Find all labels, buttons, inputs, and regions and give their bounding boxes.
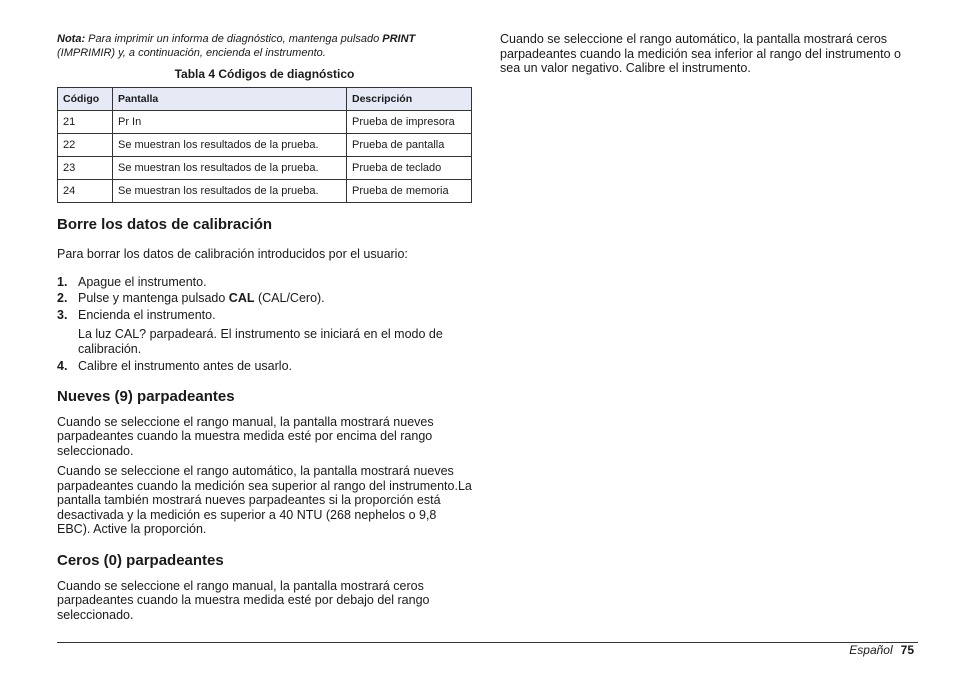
step-item xyxy=(57,358,472,375)
page-footer xyxy=(849,643,914,657)
cell-description: Prueba de memoria xyxy=(347,180,472,203)
table-row xyxy=(58,157,472,180)
right-column xyxy=(500,32,918,76)
calibration-steps xyxy=(57,274,472,375)
ceros-paragraph-2: Cuando se seleccione el rango automático, la pantalla mostrará ceros parpadeantes cuando la medición sea inferior al rango del instrumento o sea un valor negativo. Calibre el instrumento. xyxy=(500,32,901,75)
page-number: 75 xyxy=(900,643,914,657)
note-text-1: Para imprimir un informa de diagnóstico, mantenga pulsado xyxy=(85,33,383,45)
table-row xyxy=(58,111,472,134)
ceros-paragraph-1: Cuando se seleccione el rango manual, la pantalla mostrará ceros parpadeantes cuando la muestra medida esté por debajo del rango seleccionado. xyxy=(57,578,430,622)
step-key: CAL xyxy=(228,291,255,305)
step-text-before: Pulse y mantenga pulsado xyxy=(78,291,229,305)
left-column xyxy=(57,32,472,622)
cell-description: Prueba de pantalla xyxy=(347,134,472,157)
step-number: 3. xyxy=(57,307,68,322)
note-label: Nota: xyxy=(57,33,86,45)
cell-code: 24 xyxy=(58,180,113,203)
table-row xyxy=(58,180,472,203)
cell-code: 21 xyxy=(58,111,113,134)
step-item xyxy=(57,307,472,357)
step-text: Apague el instrumento. xyxy=(78,274,207,289)
nueves-paragraph-1: Cuando se seleccione el rango manual, la pantalla mostrará nueves parpadeantes cuando la muestra medida esté por encima del rango seleccionado. xyxy=(57,414,434,458)
header-descripcion: Descripción xyxy=(347,88,472,111)
diagnostic-note xyxy=(57,32,472,60)
calibration-intro: Para borrar los datos de calibración introducidos por el usuario: xyxy=(57,247,408,261)
nueves-heading: Nueves (9) parpadeantes xyxy=(57,387,235,405)
cell-display: Se muestran los resultados de la prueba. xyxy=(113,157,347,180)
step-result: La luz CAL? parpadeará. El instrumento se iniciará en el modo de calibración. xyxy=(78,327,443,356)
cell-display: Se muestran los resultados de la prueba. xyxy=(113,180,347,203)
step-item xyxy=(57,290,472,307)
cell-code: 23 xyxy=(58,157,113,180)
step-text: Encienda el instrumento. xyxy=(78,307,216,322)
ceros-heading: Ceros (0) parpadeantes xyxy=(57,551,224,569)
table-caption: Tabla 4 Códigos de diagnóstico xyxy=(174,67,355,81)
nueves-paragraph-2: Cuando se seleccione el rango automático, la pantalla mostrará nueves parpadeantes cuando la medición sea superior al rango del instrumento.La pantalla también mostrará nueves parpadeantes si la proporción está desactivada y la medición es superior a 40 NTU (268 nephelos o 9,8 EBC). Active la proporción. xyxy=(57,464,472,536)
step-number: 1. xyxy=(57,274,68,289)
header-pantalla: Pantalla xyxy=(113,88,347,111)
step-text: Calibre el instrumento antes de usarlo. xyxy=(78,359,293,373)
calibration-heading: Borre los datos de calibración xyxy=(57,216,273,233)
cell-display: Se muestran los resultados de la prueba. xyxy=(113,134,347,157)
cell-description: Prueba de teclado xyxy=(347,157,472,180)
diagnostic-codes-table xyxy=(57,87,472,203)
table-header-row xyxy=(58,88,472,111)
step-item xyxy=(57,274,472,291)
footer-divider xyxy=(57,642,918,643)
table-row xyxy=(58,134,472,157)
note-key: PRINT xyxy=(382,33,416,45)
step-number: 4. xyxy=(57,359,68,373)
cell-code: 22 xyxy=(58,134,113,157)
footer-language: Español xyxy=(849,643,893,657)
note-text-2: (IMPRIMIR) y, a continuación, encienda el instrumento. xyxy=(57,47,326,59)
step-text-after: (CAL/Cero). xyxy=(254,291,325,305)
cell-display: Pr In xyxy=(113,111,347,134)
cell-description: Prueba de impresora xyxy=(347,111,472,134)
step-number: 2. xyxy=(57,291,68,305)
header-codigo: Código xyxy=(58,88,113,111)
